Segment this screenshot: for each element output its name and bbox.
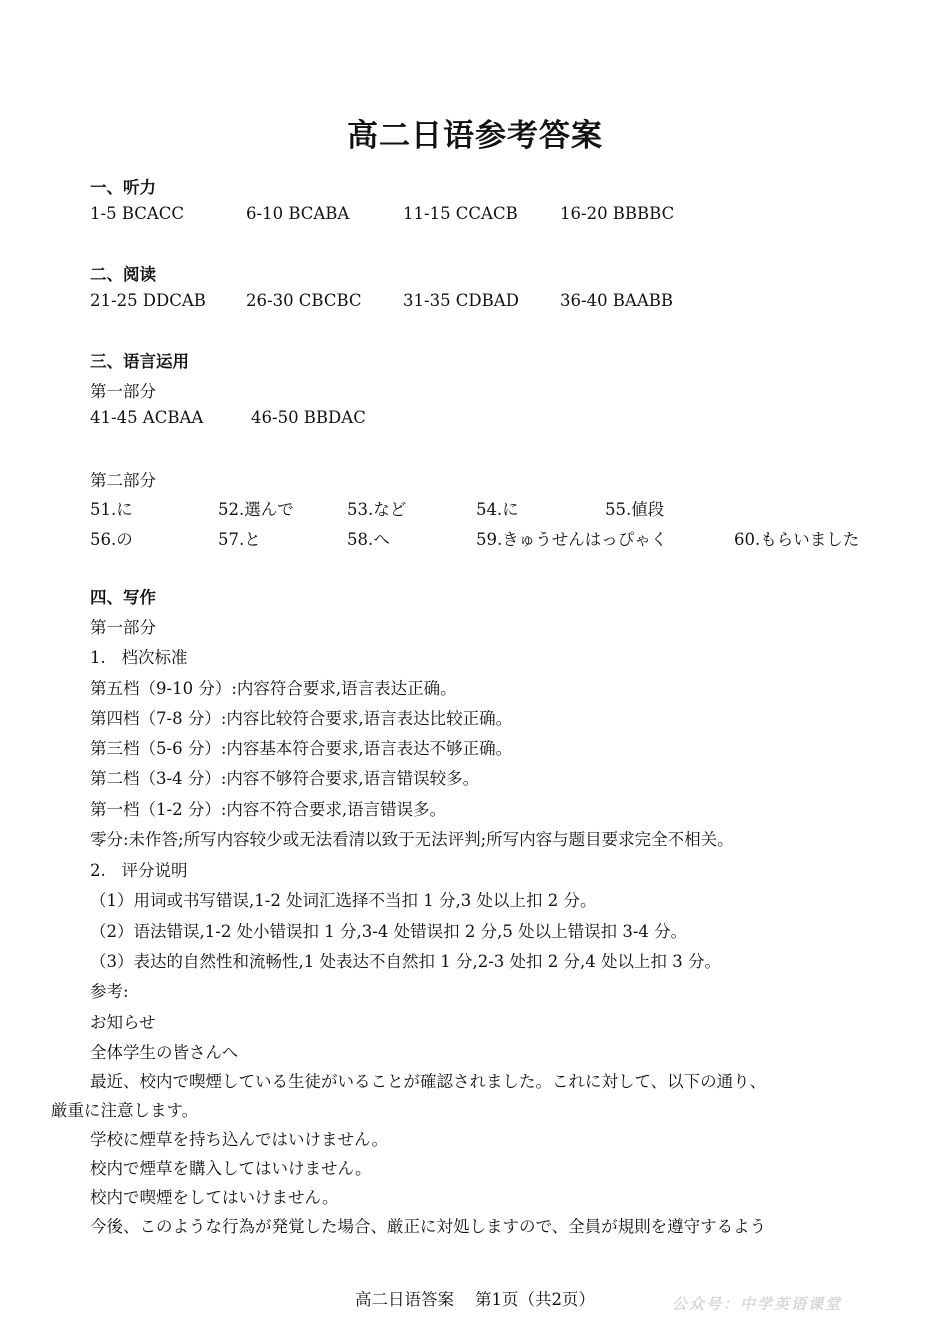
answer-item: 57.と: [218, 530, 261, 549]
answer-group: 41-45 ACBAA: [90, 408, 204, 427]
grading-title: 1. 档次标准: [90, 648, 188, 667]
grade-line: 第二档（3-4 分）:内容不够符合要求,语言错误较多。: [90, 769, 480, 788]
answer-group: 1-5 BCACC: [90, 204, 185, 223]
part-label: 第一部分: [90, 382, 156, 401]
answer-group: 6-10 BCABA: [246, 204, 350, 223]
grade-line: 零分:未作答;所写内容较少或无法看清以致于无法评判;所写内容与题目要求完全不相关。: [90, 830, 734, 849]
grade-line: 第五档（9-10 分）:内容符合要求,语言表达正确。: [90, 679, 457, 698]
answer-item: 58.へ: [347, 530, 390, 549]
answer-item: 59.きゅうせんはっぴゃく: [476, 530, 668, 549]
section-heading-listening: 一、听力: [90, 178, 156, 197]
answer-item: 52.選んで: [218, 500, 294, 519]
answer-item: 55.値段: [605, 500, 665, 519]
scoring-title: 2. 评分说明: [90, 861, 188, 880]
answer-group: 16-20 BBBBC: [560, 204, 675, 223]
essay-closing: 今後、このような行為が発覚した場合、厳正に対処しますので、全員が規則を遵守するよう: [90, 1217, 767, 1236]
essay-paragraph-continuation: 厳重に注意します。: [51, 1101, 199, 1120]
answer-group: 31-35 CDBAD: [403, 291, 519, 310]
answer-item: 51.に: [90, 500, 133, 519]
scoring-line: （3）表达的自然性和流畅性,1 处表达不自然扣 1 分,2-3 处扣 2 分,4 处以上扣 3 分。: [90, 952, 721, 971]
answer-group: 21-25 DDCAB: [90, 291, 206, 310]
answer-item: 54.に: [476, 500, 519, 519]
answer-item: 56.の: [90, 530, 133, 549]
page-footer: 高二日语答案 第1页（共2页）: [355, 1290, 595, 1309]
grade-line: 第三档（5-6 分）:内容基本符合要求,语言表达不够正确。: [90, 739, 513, 758]
part-label: 第一部分: [90, 618, 156, 637]
section-heading-writing: 四、写作: [90, 588, 156, 607]
essay-greeting: 全体学生の皆さんへ: [90, 1043, 239, 1062]
essay-rule: 校内で煙草を購入してはいけません。: [90, 1159, 372, 1178]
answer-group: 11-15 CCACB: [403, 204, 518, 223]
section-heading-reading: 二、阅读: [90, 265, 156, 284]
grade-line: 第一档（1-2 分）:内容不符合要求,语言错误多。: [90, 800, 447, 819]
part-label: 第二部分: [90, 471, 156, 490]
essay-rule: 学校に煙草を持ち込んではいけません。: [90, 1130, 388, 1149]
answer-group: 26-30 CBCBC: [246, 291, 362, 310]
page-title: 高二日语参考答案: [347, 118, 603, 154]
scoring-line: （1）用词或书写错误,1-2 处词汇选择不当扣 1 分,3 处以上扣 2 分。: [90, 891, 597, 910]
answer-group: 46-50 BBDAC: [251, 408, 366, 427]
section-heading-language-use: 三、语言运用: [90, 352, 189, 371]
watermark: 公众号：中学英语课堂: [672, 1295, 843, 1313]
answer-group: 36-40 BAABB: [560, 291, 674, 310]
answer-item: 53.など: [347, 500, 407, 519]
answer-item: 60.もらいました: [734, 530, 860, 549]
reference-label: 参考:: [90, 982, 129, 1001]
essay-paragraph: 最近、校内で喫煙している生徒がいることが確認されました。これに対して、以下の通り、: [90, 1072, 767, 1091]
grade-line: 第四档（7-8 分）:内容比较符合要求,语言表达比较正确。: [90, 709, 513, 728]
essay-rule: 校内で喫煙をしてはいけません。: [90, 1188, 339, 1207]
scoring-line: （2）语法错误,1-2 处小错误扣 1 分,3-4 处错误扣 2 分,5 处以上错误扣 3-4 分。: [90, 922, 688, 941]
essay-title: お知らせ: [90, 1013, 156, 1032]
